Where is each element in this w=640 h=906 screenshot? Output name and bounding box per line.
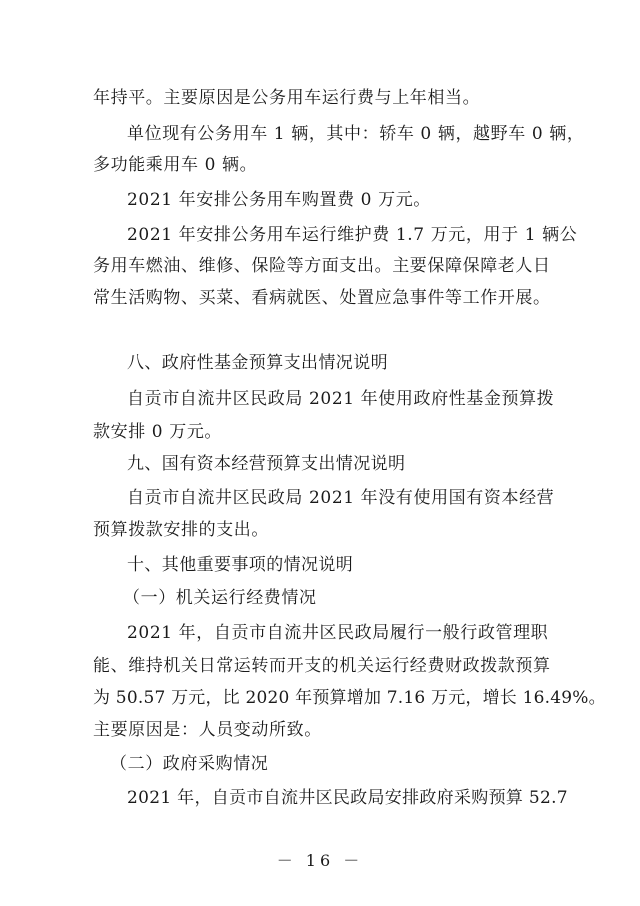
text-line-purchase-cost: 2021 年安排公务用车购置费 0 万元。 [127,190,431,210]
text-line-operating-cost-cont: 能、维持机关日常运转而开支的机关运行经费财政拨款预算 [93,656,551,676]
text-line-operating-cost-cont2: 为 50.57 万元，比 2020 年预算增加 7.16 万元，增长 16.49%。 [93,688,606,708]
text-line-fund-budget: 自贡市自流井区民政局 2021 年使用政府性基金预算拨 [127,389,555,409]
text-line-capital-budget: 自贡市自流井区民政局 2021 年没有使用国有资本经营 [127,488,555,508]
text-line-maintenance-cost: 2021 年安排公务用车运行维护费 1.7 万元，用于 1 辆公 [127,225,578,245]
text-line-operating-cost-reason: 主要原因是：人员变动所致。 [93,720,322,740]
text-line-fund-budget-cont: 款安排 0 万元。 [93,422,223,442]
section-heading-8: 八、政府性基金预算支出情况说明 [127,353,388,373]
text-line-vehicles: 单位现有公务用车 1 辆，其中：轿车 0 辆，越野车 0 辆， [127,124,585,144]
text-line-capital-budget-cont: 预算拨款安排的支出。 [93,520,269,540]
subsection-heading-2: （二）政府采购情况 [110,754,269,774]
text-line-continuation: 年持平。主要原因是公务用车运行费与上年相当。 [93,88,481,108]
text-line-maintenance-cont2: 常生活购物、买菜、看病就医、处置应急事件等工作开展。 [93,288,551,308]
text-line-vehicles-cont: 多功能乘用车 0 辆。 [93,155,258,175]
section-heading-9: 九、国有资本经营预算支出情况说明 [127,454,406,474]
text-line-maintenance-cont: 务用车燃油、维修、保险等方面支出。主要保障保障老人日 [93,256,551,276]
section-heading-10: 十、其他重要事项的情况说明 [127,555,354,575]
text-line-procurement: 2021 年，自贡市自流井区民政局安排政府采购预算 52.7 [127,788,568,808]
subsection-heading-1: （一）机关运行经费情况 [123,588,317,608]
text-line-operating-cost: 2021 年，自贡市自流井区民政局履行一般行政管理职 [127,623,549,643]
page-number: － 16 － [276,851,364,870]
